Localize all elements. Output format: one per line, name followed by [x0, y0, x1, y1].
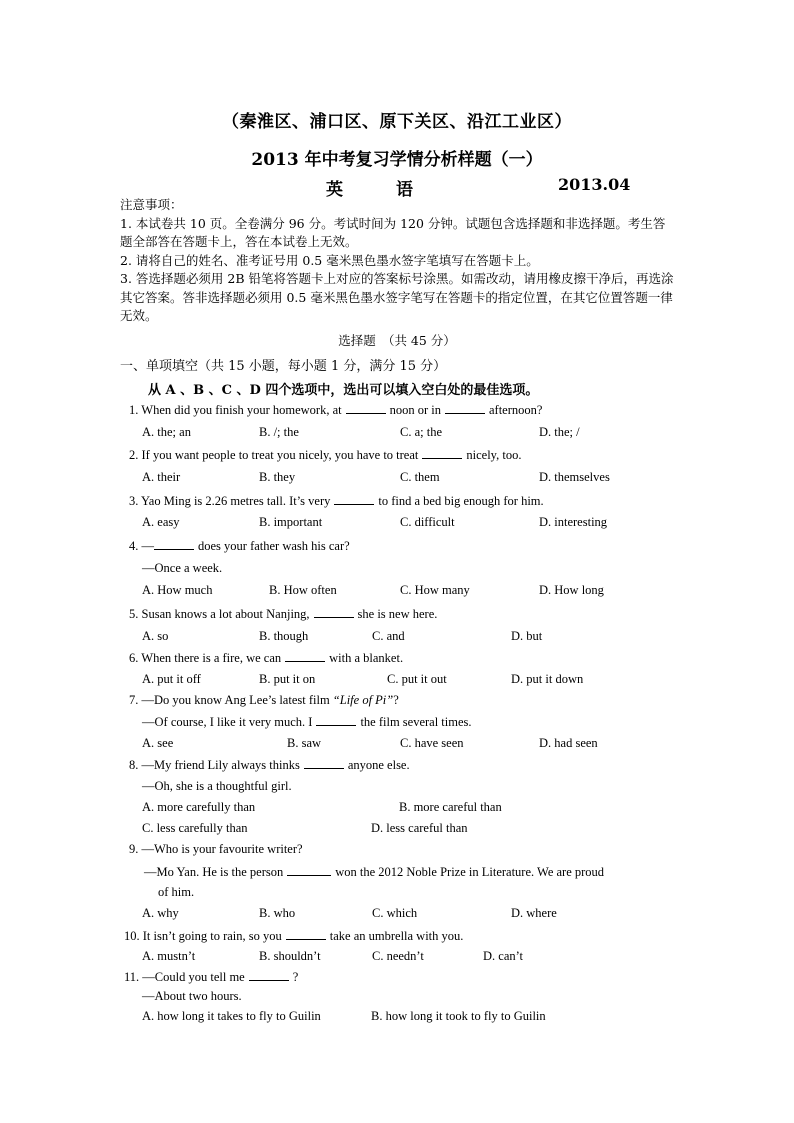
section-title: 选择题 （共 45 分）: [338, 333, 456, 348]
answer-blank: [334, 493, 374, 505]
dialogue-reply: —Of course, I like it very much. I the film several times.: [142, 715, 472, 729]
answer-blank: [285, 650, 325, 662]
exam-subject: 英 语: [326, 180, 431, 200]
option-d: D. interesting: [539, 515, 608, 529]
note-item: 3. 答选择题必须用 2B 铅笔将答题卡上对应的答案标号涂黑。如需改动，请用橡皮擦干净后，再选涂其它答案。答非选择题必须用 0.5 毫米黑色墨水签字笔写在答题卡的指定位置，在其它位置答题一律无效。: [120, 271, 674, 323]
part-heading: 一、单项填空（共 15 小题，每小题 1 分，满分 15 分）: [120, 359, 447, 374]
option-c: C. and: [372, 629, 405, 643]
option-b: B. shouldn’t: [259, 949, 321, 963]
option-c: C. less carefully than: [142, 821, 248, 835]
option-d: D. themselves: [539, 470, 610, 484]
option-a: A. put it off: [142, 672, 201, 686]
dialogue-reply: —About two hours.: [142, 989, 242, 1003]
question-stem: 6. When there is a fire, we can with a blanket.: [129, 651, 404, 665]
option-c: C. needn’t: [372, 949, 424, 963]
option-c: C. them: [400, 470, 440, 484]
answer-blank: [316, 714, 356, 726]
option-c: C. have seen: [400, 736, 464, 750]
dialogue-reply: —Once a week.: [142, 561, 223, 575]
option-d: D. the; /: [539, 425, 580, 439]
option-b: B. saw: [287, 736, 322, 750]
question-stem: 2. If you want people to treat you nicely, you have to treat nicely, too.: [129, 448, 522, 462]
answer-blank: [304, 757, 344, 769]
dialogue-reply: —Mo Yan. He is the person won the 2012 Noble Prize in Literature. We are proud: [144, 865, 605, 879]
option-a: A. see: [142, 736, 174, 750]
option-d: D. How long: [539, 583, 604, 597]
option-c: C. put it out: [387, 672, 447, 686]
option-a: A. easy: [142, 515, 180, 529]
dialogue-reply-continued: of him.: [158, 885, 195, 899]
option-c: C. a; the: [400, 425, 443, 439]
part-instruction: 从 A 、B 、C 、D 四个选项中，选出可以填入空白处的最佳选项。: [148, 383, 539, 398]
exam-title: 2013 年中考复习学情分析样题（一）: [251, 150, 543, 170]
option-b: B. more careful than: [399, 800, 502, 814]
option-c: C. which: [372, 906, 418, 920]
answer-blank: [314, 606, 354, 618]
question-stem: 4. — does your father wash his car?: [129, 539, 350, 553]
answer-blank: [286, 928, 326, 940]
option-b: B. How often: [269, 583, 337, 597]
question-stem: 11. —Could you tell me ?: [124, 970, 299, 984]
note-item: 1. 本试卷共 10 页。全卷满分 96 分。考试时间为 120 分钟。试题包含选择题和非选择题。考生答题全部答在答题卡上，答在本试卷上无效。: [120, 215, 666, 249]
exam-date: 2013.04: [558, 175, 631, 194]
question-stem: 7. —Do you know Ang Lee’s latest film “Life of Pi”?: [129, 693, 399, 707]
option-b: B. who: [259, 906, 296, 920]
question-stem: 5. Susan knows a lot about Nanjing, she is new here.: [129, 607, 438, 621]
option-b: B. /; the: [259, 425, 299, 439]
option-b: B. though: [259, 629, 309, 643]
option-b: B. put it on: [259, 672, 316, 686]
option-a: A. how long it takes to fly to Guilin: [142, 1009, 321, 1023]
answer-blank: [346, 402, 386, 414]
option-d: D. but: [511, 629, 543, 643]
question-stem: 8. —My friend Lily always thinks anyone else.: [129, 758, 410, 772]
option-c: C. How many: [400, 583, 470, 597]
option-b: B. how long it took to fly to Guilin: [371, 1009, 546, 1023]
option-a: A. How much: [142, 583, 213, 597]
notes-block: [120, 196, 676, 326]
option-a: A. so: [142, 629, 169, 643]
notes-label: 注意事项：: [120, 197, 183, 212]
dialogue-reply: —Oh, she is a thoughtful girl.: [142, 779, 292, 793]
note-item: 2. 请将自己的姓名、准考证号用 0.5 毫米黑色墨水签字笔填写在答题卡上。: [120, 252, 539, 268]
question-stem: 10. It isn’t going to rain, so you take an umbrella with you.: [124, 929, 464, 943]
question-stem: 1. When did you finish your homework, at noon or in afternoon?: [129, 403, 543, 417]
option-d: D. can’t: [483, 949, 524, 963]
option-a: A. why: [142, 906, 179, 920]
answer-blank: [445, 402, 485, 414]
answer-blank: [422, 447, 462, 459]
option-a: A. more carefully than: [142, 800, 256, 814]
exam-regions: （秦淮区、浦口区、原下关区、沿江工业区）: [222, 112, 572, 132]
answer-blank: [287, 864, 331, 876]
option-c: C. difficult: [400, 515, 455, 529]
option-b: B. important: [259, 515, 323, 529]
option-b: B. they: [259, 470, 296, 484]
film-title: “Life of Pi”: [332, 693, 394, 707]
option-a: A. their: [142, 470, 181, 484]
option-d: D. put it down: [511, 672, 584, 686]
option-a: A. the; an: [142, 425, 191, 439]
option-a: A. mustn’t: [142, 949, 196, 963]
option-d: D. had seen: [539, 736, 598, 750]
option-d: D. where: [511, 906, 557, 920]
answer-blank: [154, 538, 194, 550]
question-stem: 9. —Who is your favourite writer?: [129, 842, 303, 856]
answer-blank: [249, 969, 289, 981]
option-d: D. less careful than: [371, 821, 468, 835]
question-stem: 3. Yao Ming is 2.26 metres tall. It’s very to find a bed big enough for him.: [129, 494, 544, 508]
